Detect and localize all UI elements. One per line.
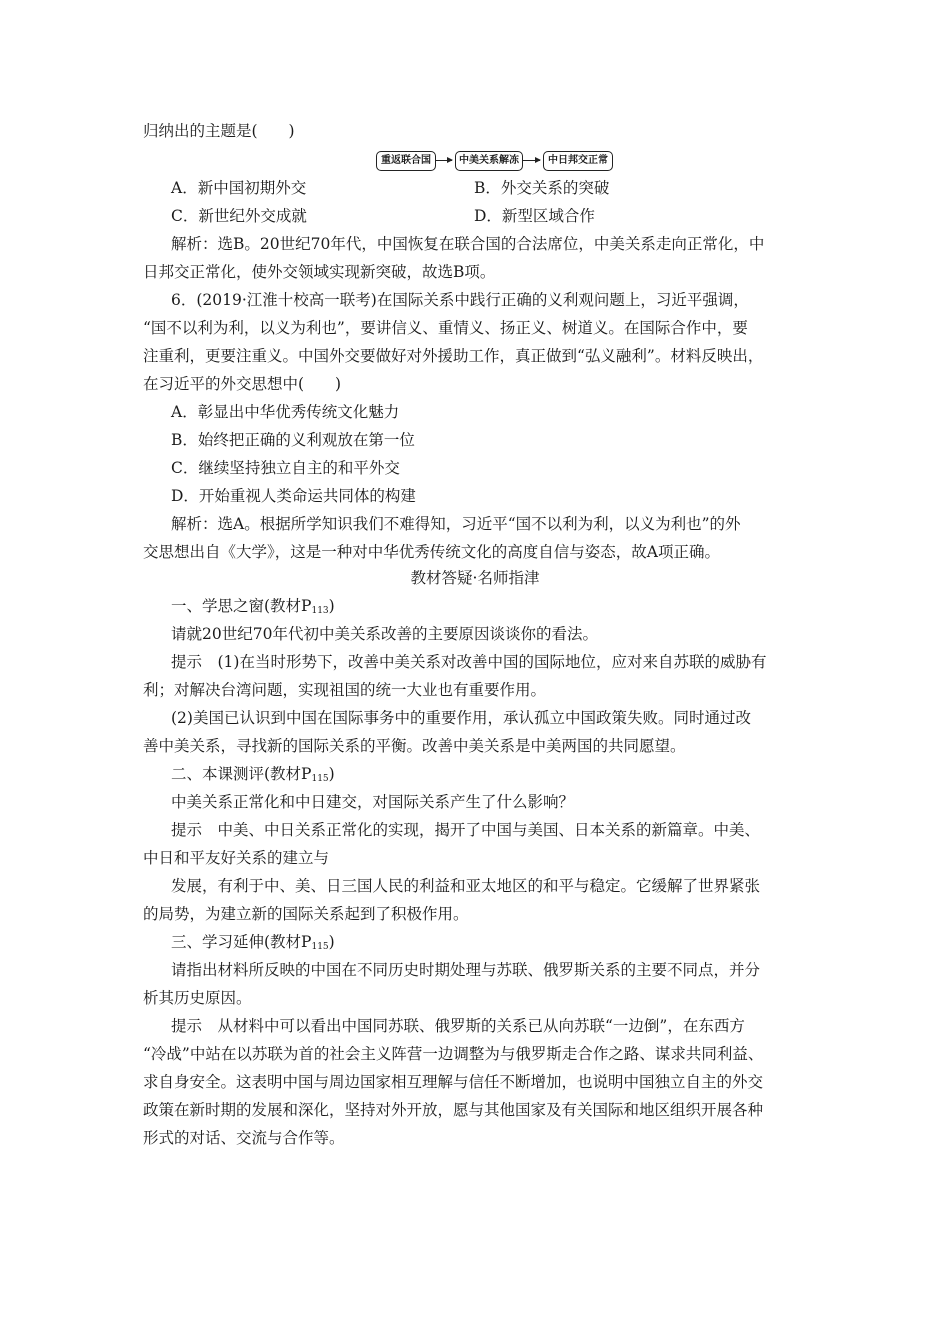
part1-heading: 一、学思之窗(教材$P_{113}$) — [171, 597, 335, 616]
part1-answer-line: 善中美关系，寻找新的国际关系的平衡。改善中美关系是中美两国的共同愿望。 — [143, 737, 686, 755]
q5-option-a: A．新中国初期外交 — [171, 179, 307, 197]
flow-box-1: 重返联合国 — [376, 151, 436, 171]
section-title: 教材答疑·名师指津 — [410, 569, 540, 587]
flow-arrow-1 — [436, 160, 452, 161]
q6-stem-line: 注重利，更要注重义。中国外交要做好对外援助工作，真正做到“弘义融利”。材料反映出， — [143, 347, 764, 365]
part1-answer-line: (2)美国已认识到中国在国际事务中的重要作用，承认孤立中国政策失败。同时通过改 — [171, 709, 751, 727]
part2-question: 中美关系正常化和中日建交，对国际关系产生了什么影响？ — [171, 793, 575, 811]
q5-option-c: C．新世纪外交成就 — [171, 207, 307, 225]
part1-answer-line: 提示 (1)在当时形势下，改善中美关系对改善中国的国际地位，应对来自苏联的威胁有 — [171, 653, 767, 671]
part2-answer-line: 提示 中美、中日关系正常化的实现，揭开了中国与美国、日本关系的新篇章。中美、 — [171, 821, 761, 839]
q5-analysis-line: 日邦交正常化，使外交领域实现新突破，故选B项。 — [143, 263, 496, 281]
q6-option-b: B．始终把正确的义利观放在第一位 — [171, 431, 415, 449]
q6-option-a: A．彰显出中华优秀传统文化魅力 — [171, 403, 400, 421]
part3-question-line: 析其历史原因。 — [143, 989, 252, 1007]
q6-stem-line: 6．(2019·江淮十校高一联考)在国际关系中践行正确的义利观问题上，习近平强调， — [171, 291, 749, 309]
part3-question-line: 请指出材料所反映的中国在不同历史时期处理与苏联、俄罗斯关系的主要不同点，并分 — [171, 961, 761, 979]
flow-box-3: 中日邦交正常 — [543, 151, 613, 171]
part1-question: 请就20世纪70年代初中美关系改善的主要原因谈谈你的看法。 — [171, 625, 598, 643]
q5-option-d: D．新型区域合作 — [474, 207, 595, 225]
flow-box-2: 中美关系解冻 — [455, 151, 523, 171]
q6-stem-line: “国不以利为利，以义为利也”，要讲信义、重情义、扬正义、树道义。在国际合作中，要 — [143, 319, 748, 337]
q6-analysis-line: 交思想出自《大学》，这是一种对中华优秀传统文化的高度自信与姿态，故A项正确。 — [143, 543, 720, 561]
part3-answer-line: 提示 从材料中可以看出中国同苏联、俄罗斯的关系已从向苏联“一边倒”，在东西方 — [171, 1017, 745, 1035]
flow-diagram — [0, 151, 950, 173]
part3-answer-line: 政策在新时期的发展和深化，坚持对外开放，愿与其他国家及有关国际和地区组织开展各种 — [143, 1101, 764, 1119]
flow-arrow-2 — [523, 160, 540, 161]
q5-option-b: B．外交关系的突破 — [474, 179, 610, 197]
part3-answer-line: 求自身安全。这表明中国与周边国家相互理解与信任不断增加，也说明中国独立自主的外交 — [143, 1073, 764, 1091]
q6-stem-line: 在习近平的外交思想中( ) — [143, 375, 342, 393]
part2-answer-line: 中日和平友好关系的建立与 — [143, 849, 330, 867]
part2-answer-line: 发展，有利于中、美、日三国人民的利益和亚太地区的和平与稳定。它缓解了世界紧张 — [171, 877, 761, 895]
q5-analysis-line: 解析：选B。20世纪70年代，中国恢复在联合国的合法席位，中美关系走向正常化，中 — [171, 235, 765, 253]
q6-analysis-line: 解析：选A。根据所学知识我们不难得知，习近平“国不以利为利，以义为利也”的外 — [171, 515, 741, 533]
part3-heading: 三、学习延伸(教材$P_{115}$) — [171, 933, 335, 952]
part1-answer-line: 利；对解决台湾问题，实现祖国的统一大业也有重要作用。 — [143, 681, 547, 699]
part2-heading: 二、本课测评(教材$P_{115}$) — [171, 765, 335, 784]
part3-answer-line: “冷战”中站在以苏联为首的社会主义阵营一边调整为与俄罗斯走合作之路、谋求共同利益、 — [143, 1045, 764, 1063]
part2-answer-line: 的局势，为建立新的国际关系起到了积极作用。 — [143, 905, 469, 923]
q6-option-d: D．开始重视人类命运共同体的构建 — [171, 487, 416, 505]
q6-option-c: C．继续坚持独立自主的和平外交 — [171, 459, 400, 477]
q5-stem: 归纳出的主题是( ) — [143, 122, 295, 140]
part3-answer-line: 形式的对话、交流与合作等。 — [143, 1129, 345, 1147]
